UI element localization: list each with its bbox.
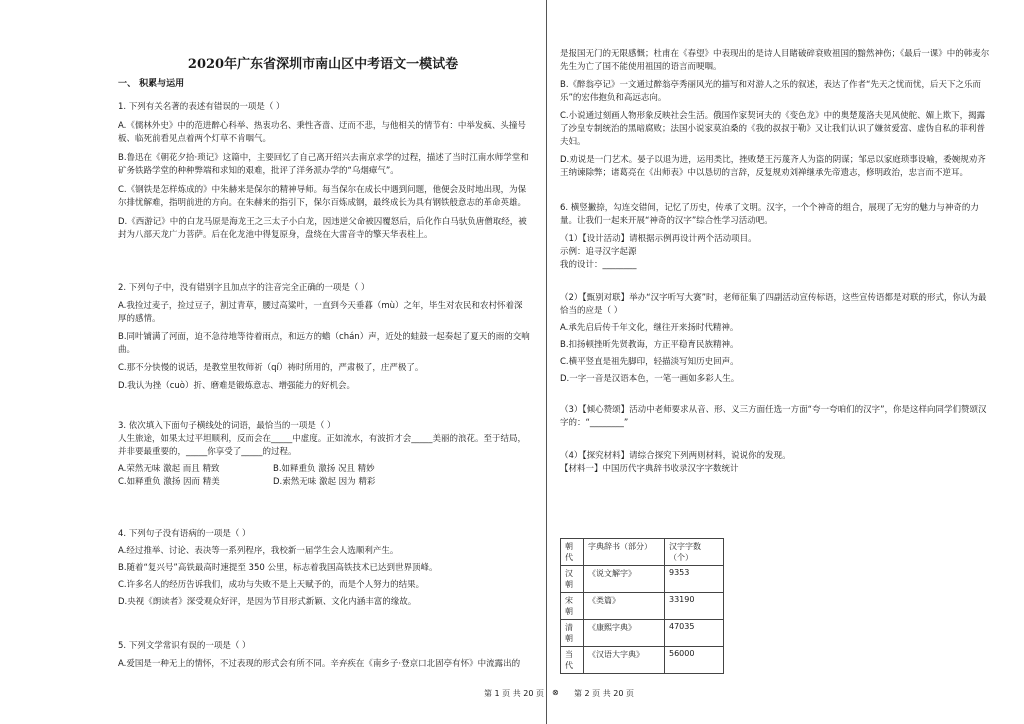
q4-option-b: B.随着“复兴号”高铁最高时速提至 350 公里，标志着我国高铁技术已达到世界顶峰。 xyxy=(118,563,438,573)
table-cell: 汉朝 xyxy=(561,566,584,593)
q6-part2-b: B.扣扬顿挫昕先贤教诲，方正平稳育民族精神。 xyxy=(560,340,739,350)
table-cell: 《康熙字典》 xyxy=(584,620,665,647)
table-cell: 清朝 xyxy=(561,620,584,647)
table-cell: 当代 xyxy=(561,647,584,674)
table-row xyxy=(561,566,724,593)
footer-separator: ⊗ xyxy=(552,688,559,697)
right-column xyxy=(560,48,992,476)
q3-option-a: A.荣然无味 激起 而且 精致 xyxy=(118,464,220,474)
q5-option-c: C.小说通过刻画人物形象反映社会生活。俄国作家契诃夫的《变色龙》中的奥楚蔑洛夫见风使舵、媚上欺下，揭露了沙皇专制统治的黑暗腐败；法国小说家莫泊桑的《我的叔叔于勒》又让我们认识了嫌贫爱富、虚伪自私的菲利普夫妇。 xyxy=(560,111,986,147)
q2-stem: 2. 下列句子中，没有错别字且加点字的注音完全正确的一项是（ ） xyxy=(118,283,370,293)
table-cell: 《类篇》 xyxy=(584,593,665,620)
table-row xyxy=(561,593,724,620)
q3-stem: 3. 依次填入下面句子横线处的词语，最恰当的一项是（ ） xyxy=(118,421,336,431)
exam-title: 2020年广东省深圳市南山区中考语文一模试卷 xyxy=(187,57,459,72)
q6-part4-material: 【材料一】中国历代字典辞书收录汉字字数统计 xyxy=(560,464,739,474)
q2-option-b: B.同叶铺满了河面，迫不急待地等待着雨点，和远方的蟾（chán）声，近处的蛙鼓一起奏起了夏天的雨的交响曲。 xyxy=(118,332,530,355)
q1-option-c: C.《钢铁是怎样炼成的》中朱赫来是保尔的精神导师。每当保尔在成长中遇到问题，他便会及时地出现，为保尔排忧解难，指明前进的方向。在朱赫来的指引下，保尔百炼成钢，最终成长为具有钢铁般意志的革命英雄。 xyxy=(118,185,527,208)
table-cell: 56000 xyxy=(665,647,724,674)
q4-stem: 4. 下列句子没有语病的一项是（ ） xyxy=(118,529,251,539)
q4-option-d: D.央视《朗读者》深受观众好评，是因为节目形式新颖、文化内涵丰富的缘故。 xyxy=(118,597,417,607)
table-cell: 47035 xyxy=(665,620,724,647)
q3-option-b: B.如释重负 激扬 况且 精妙 xyxy=(273,464,375,474)
question-3 xyxy=(118,420,530,489)
table-cell: 9353 xyxy=(665,566,724,593)
q6-part2-c: C.横平竖直是祖先脚印，轻描淡写知历史回声。 xyxy=(560,357,739,367)
table-header-cell: 汉字字数（个） xyxy=(665,539,724,566)
q6-stem: 6. 横竖撇捺，勾连交错间，记忆了历史，传承了文明。汉字，一个个神奇的组合，展现了无穷的魅力与神奇的力量。让我们一起来开展“神奇的汉字”综合性学习活动吧。 xyxy=(560,203,979,226)
page-divider xyxy=(546,0,547,724)
q5-option-b: B.《醉翁亭记》一文通过醉翁亭秀丽风光的描写和对游人之乐的叙述，表达了作者“先天之忧而忧，后天下之乐而乐”的宏伟抱负和高远志向。 xyxy=(560,80,981,103)
table-cell: 《说文解字》 xyxy=(584,566,665,593)
q5-option-d: D.劝说是一门艺术。晏子以退为进，运用类比，挫败楚王污蔑齐人为盗的阴谋；邹忌以家庭琐事设喻，委婉规劝齐王纳谏除弊；诸葛亮在《出师表》中以恳切的言辞，反复规劝刘禅继承先帝遗志，修明政治，忠言而不逆耳。 xyxy=(560,155,986,178)
q6-part1-answer: 我的设计：________ xyxy=(560,260,637,270)
table-header-row xyxy=(561,539,724,566)
q1-option-a: A.《儒林外史》中的范进醉心科举、热衷功名、秉性吝啬、迂而不悲，与他相关的情节有：中举发疯、头撞号板、临死前看见点着两个灯草不肯咽气。 xyxy=(118,121,526,144)
q6-part2-a: A.承先启后传千年文化，继往开来扬时代精神。 xyxy=(560,323,739,333)
table-row xyxy=(561,647,724,674)
q5-option-a: A.爱国是一种无上的情怀，不过表现的形式会有所不同。辛弃疾在《南乡子·登京口北固亭有怀》中流露出的 xyxy=(118,659,521,669)
q2-option-d: D.我认为挫（cuò）折、磨难是锻炼意志、增强能力的好机会。 xyxy=(118,381,356,391)
table-header-cell: 朝代 xyxy=(561,539,584,566)
question-1 xyxy=(118,101,530,242)
table-row xyxy=(561,620,724,647)
dictionary-table xyxy=(560,538,724,674)
q1-option-d: D.《西游记》中的白龙马原是海龙王之三太子小白龙，因违逆父命被囚覆怒后，后化作白马驮负唐僧取经，被封为八部天龙广力菩萨。后在化龙池中得复原身，盘绕在大雷音寺的擎天华表柱上。 xyxy=(118,217,527,240)
q5-stem: 5. 下列文学常识有误的一项是（ ） xyxy=(118,641,251,651)
table-cell: 《汉语大字典》 xyxy=(584,647,665,674)
q3-body: 人生旅途，如果太过平坦顺利，反而会在_____中虚度。正如流水，有波折才会_____美丽的浪花。至于结局，并非要最重要的，_____你享受了_____的过程。 xyxy=(118,434,527,457)
q6-part2: （2）【甄别对联】举办“汉字听写大赛”时，老师征集了四副活动宣传标语，这些宣传语都是对联的形式，你认为最恰当的应是（ ） xyxy=(560,293,987,316)
question-5 xyxy=(118,640,530,671)
footer-page-left: 第 1 页 共 20 页 xyxy=(484,689,544,698)
q4-option-c: C.许多名人的经历告诉我们，成功与失败不是上天赋予的，而是个人努力的结果。 xyxy=(118,580,425,590)
q5-option-a-cont: 是报国无门的无限感慨；杜甫在《春望》中表现出的是诗人目睹破碎衰败祖国的黯然神伤；《最后一课》中的韩麦尔先生为亡了国不能使用祖国的语言而哽咽。 xyxy=(560,49,990,72)
table-cell: 33190 xyxy=(665,593,724,620)
q6-part1: （1）【设计活动】请根据示例再设计两个活动项目。 xyxy=(560,234,757,244)
q3-option-d: D.索然无味 激起 因为 精彩 xyxy=(273,477,376,487)
q2-option-c: C.那不分快慢的说话，是教堂里牧师祈（qí）祷时所用的，严肃极了，庄严极了。 xyxy=(118,363,424,373)
footer-page-right: 第 2 页 共 20 页 xyxy=(574,689,634,698)
q6-part4: （4）【探究材料】请综合探究下列两则材料，说说你的发现。 xyxy=(560,451,791,461)
q4-option-a: A.经过推举、讨论、表决等一系列程序，我校新一届学生会人选顺利产生。 xyxy=(118,546,399,556)
q2-option-a: A.我捡过麦子，捡过豆子，割过青草，腰过高粱叶，一直到今天垂暮（mù）之年，毕生对农民和农村怀着深厚的感情。 xyxy=(118,301,523,324)
question-2 xyxy=(118,282,530,393)
q6-part1-example: 示例：追寻汉字起源 xyxy=(560,247,637,257)
section-heading: 一、 积累与运用 xyxy=(118,79,185,89)
table-cell: 宋朝 xyxy=(561,593,584,620)
table-header-cell: 字典辞书（部分） xyxy=(584,539,665,566)
q6-part2-d: D.一字一音是汉语本色，一笔一画如多彩人生。 xyxy=(560,374,740,384)
q1-stem: 1. 下列有关名著的表述有错误的一项是（ ） xyxy=(118,102,285,112)
q6-part3: （3）【倾心赞颂】活动中老师要求从音、形、义三方面任选一方面“夸一夸咱们的汉字”，你是这样向同学们赞颂汉字的：“________” xyxy=(560,405,987,428)
q3-option-c: C.如释重负 激扬 因而 精美 xyxy=(118,477,220,487)
question-4 xyxy=(118,528,530,609)
q1-option-b: B.鲁迅在《朝花夕拾·琐记》这篇中，主要回忆了自己离开绍兴去南京求学的过程，描述了当时江南水师学堂和矿务铁路学堂的种种弊端和求知的艰难，批评了洋务派办学的“乌烟瘴气”。 xyxy=(118,153,529,176)
